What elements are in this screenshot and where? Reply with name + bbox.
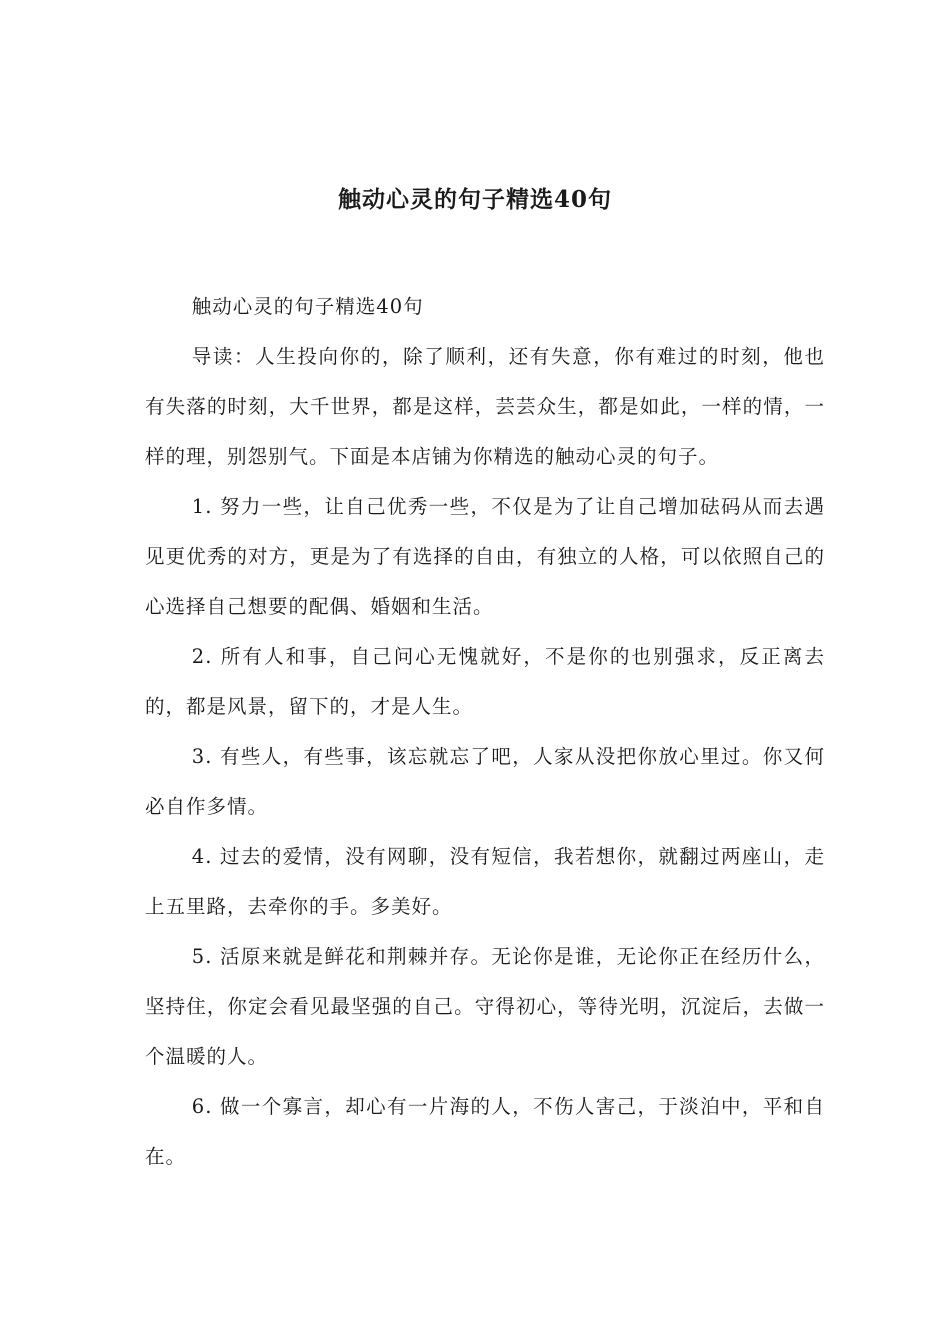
body-paragraph-item-1: 1. 努力一些，让自己优秀一些，不仅是为了让自己增加砝码从而去遇见更优秀的对方，更是为了有选择的自由，有独立的人格，可以依照自己的心选择自己想要的配偶、婚姻和生活。 bbox=[145, 495, 825, 618]
body-paragraph-item-5: 5. 活原来就是鲜花和荆棘并存。无论你是谁，无论你正在经历什么，坚持住，你定会看见最坚强的自己。守得初心，等待光明，沉淀后，去做一个温暖的人。 bbox=[145, 945, 825, 1068]
body-paragraph-item-6: 6. 做一个寡言，却心有一片海的人，不伤人害己，于淡泊中，平和自在。 bbox=[145, 1095, 825, 1168]
body-paragraph-item-3: 3. 有些人，有些事，该忘就忘了吧，人家从没把你放心里过。你又何必自作多情。 bbox=[145, 745, 825, 818]
document-title: 触动心灵的句子精选40句 bbox=[337, 186, 612, 213]
document-body bbox=[145, 282, 825, 1182]
body-paragraph-intro: 导读：人生投向你的，除了顺利，还有失意，你有难过的时刻，他也有失落的时刻，大千世界，都是这样，芸芸众生，都是如此，一样的情，一样的理，别怨别气。下面是本店铺为你精选的触动心灵的句子。 bbox=[145, 345, 825, 468]
body-paragraph-item-4: 4. 过去的爱情，没有网聊，没有短信，我若想你，就翻过两座山，走上五里路，去牵你的手。多美好。 bbox=[145, 845, 825, 918]
body-paragraph-heading: 触动心灵的句子精选40句 bbox=[191, 295, 424, 318]
body-paragraph-item-2: 2. 所有人和事，自己问心无愧就好，不是你的也别强求，反正离去的，都是风景，留下的，才是人生。 bbox=[145, 645, 825, 718]
